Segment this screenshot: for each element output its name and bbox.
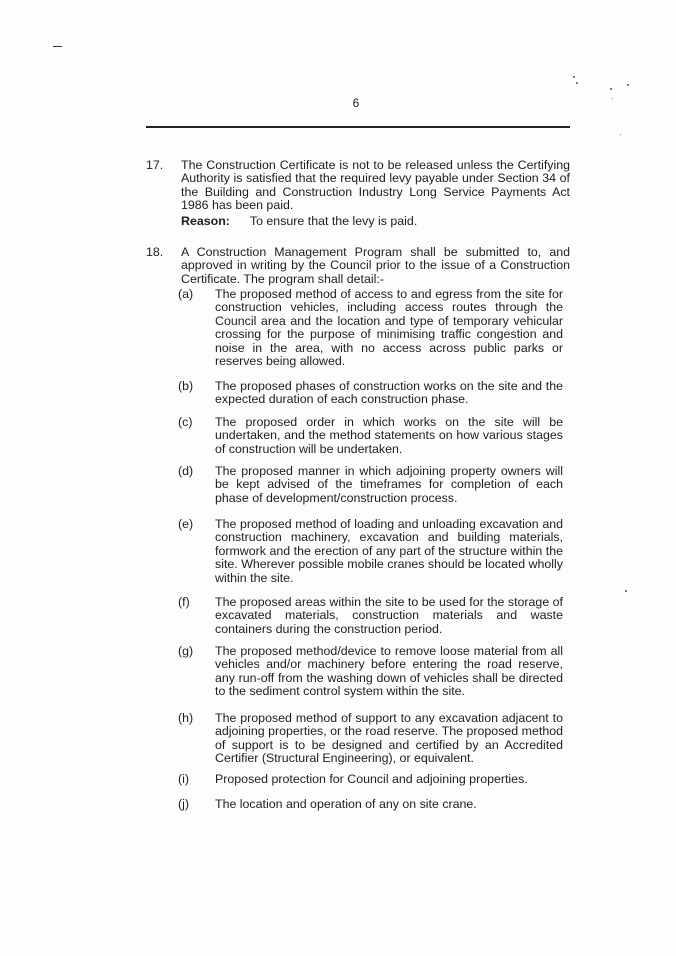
scan-mark xyxy=(627,84,629,86)
list-item xyxy=(178,596,563,636)
reason-label: Reason: xyxy=(181,213,230,228)
item-label: (e) xyxy=(178,517,194,531)
list-item xyxy=(178,416,563,456)
item-text: The proposed areas within the site to be used for the storage of excavated materials, construction materials and waste containers during the construction period. xyxy=(215,595,563,636)
condition-number: 17. xyxy=(146,158,164,172)
item-label: (c) xyxy=(178,415,193,429)
item-label: (f) xyxy=(178,595,190,609)
item-text: The proposed manner in which adjoining property owners will be kept advised of the timeframes for completion of each phase of development/construction process. xyxy=(215,464,563,505)
page-number: 6 xyxy=(352,96,360,110)
condition-text: A Construction Management Program shall be submitted to, and approved in writing by the Council prior to the issue of a Construction Certificate. The program shall detail:- xyxy=(181,245,570,286)
item-text: The proposed method/device to remove loose material from all vehicles and/or machinery before entering the road reserve, any run-off from the washing down of vehicles shall be directed to the sediment control system within the site. xyxy=(215,644,563,699)
item-text: The location and operation of any on site crane. xyxy=(215,797,477,811)
item-label: (a) xyxy=(178,287,194,301)
scan-mark xyxy=(610,88,612,90)
item-text: The proposed order in which works on the site will be undertaken, and the method statements on how various stages of construction will be undertaken. xyxy=(215,415,563,456)
condition-text: The Construction Certificate is not to be released unless the Certifying Authority is satisfied that the required levy payable under Section 34 of the Building and Construction Industry Long Service Payments Act 1986 has been paid. xyxy=(181,158,570,213)
item-label: (j) xyxy=(178,797,190,811)
item-label: (h) xyxy=(178,711,194,725)
item-text: The proposed phases of construction works on the site and the expected duration of each construction phase. xyxy=(215,379,563,407)
scan-mark xyxy=(612,98,613,99)
list-item xyxy=(178,645,563,699)
list-item xyxy=(178,288,563,368)
item-text: The proposed method of support to any excavation adjacent to adjoining properties, or the road reserve. The proposed method of support is to be designed and certified by an Accredited Certifier (Structural Engineering), or equivalent. xyxy=(215,711,563,766)
scan-mark xyxy=(573,76,575,78)
scan-mark xyxy=(620,134,621,135)
scan-mark xyxy=(53,46,62,47)
item-label: (b) xyxy=(178,379,194,393)
item-label: (i) xyxy=(178,772,190,786)
list-item xyxy=(178,712,563,766)
list-item xyxy=(178,465,563,505)
list-item xyxy=(178,773,563,786)
scan-mark xyxy=(625,590,627,592)
condition-18 xyxy=(146,246,570,286)
list-item xyxy=(178,518,563,585)
condition-number: 18. xyxy=(146,245,164,259)
header-rule xyxy=(146,126,570,128)
item-text: Proposed protection for Council and adjoining properties. xyxy=(215,772,528,786)
scan-mark xyxy=(576,82,578,84)
condition-17 xyxy=(146,159,570,228)
list-item xyxy=(178,798,563,811)
item-text: The proposed method of loading and unloading excavation and construction machinery, excavation and building materials, formwork and the erection of any part of the structure within the site. Wherever possible mobile cranes should be located wholly within the site. xyxy=(215,517,563,585)
item-text: The proposed method of access to and egress from the site for construction vehicles, including access routes through the Council area and the location and type of temporary vehicular crossing for the purpose of minimising traffic congestion and noise in the area, with no access across public parks or reserves being allowed. xyxy=(215,287,563,369)
item-label: (g) xyxy=(178,644,194,658)
reason-text: To ensure that the levy is paid. xyxy=(249,213,418,228)
list-item xyxy=(178,380,563,407)
item-label: (d) xyxy=(178,464,194,478)
